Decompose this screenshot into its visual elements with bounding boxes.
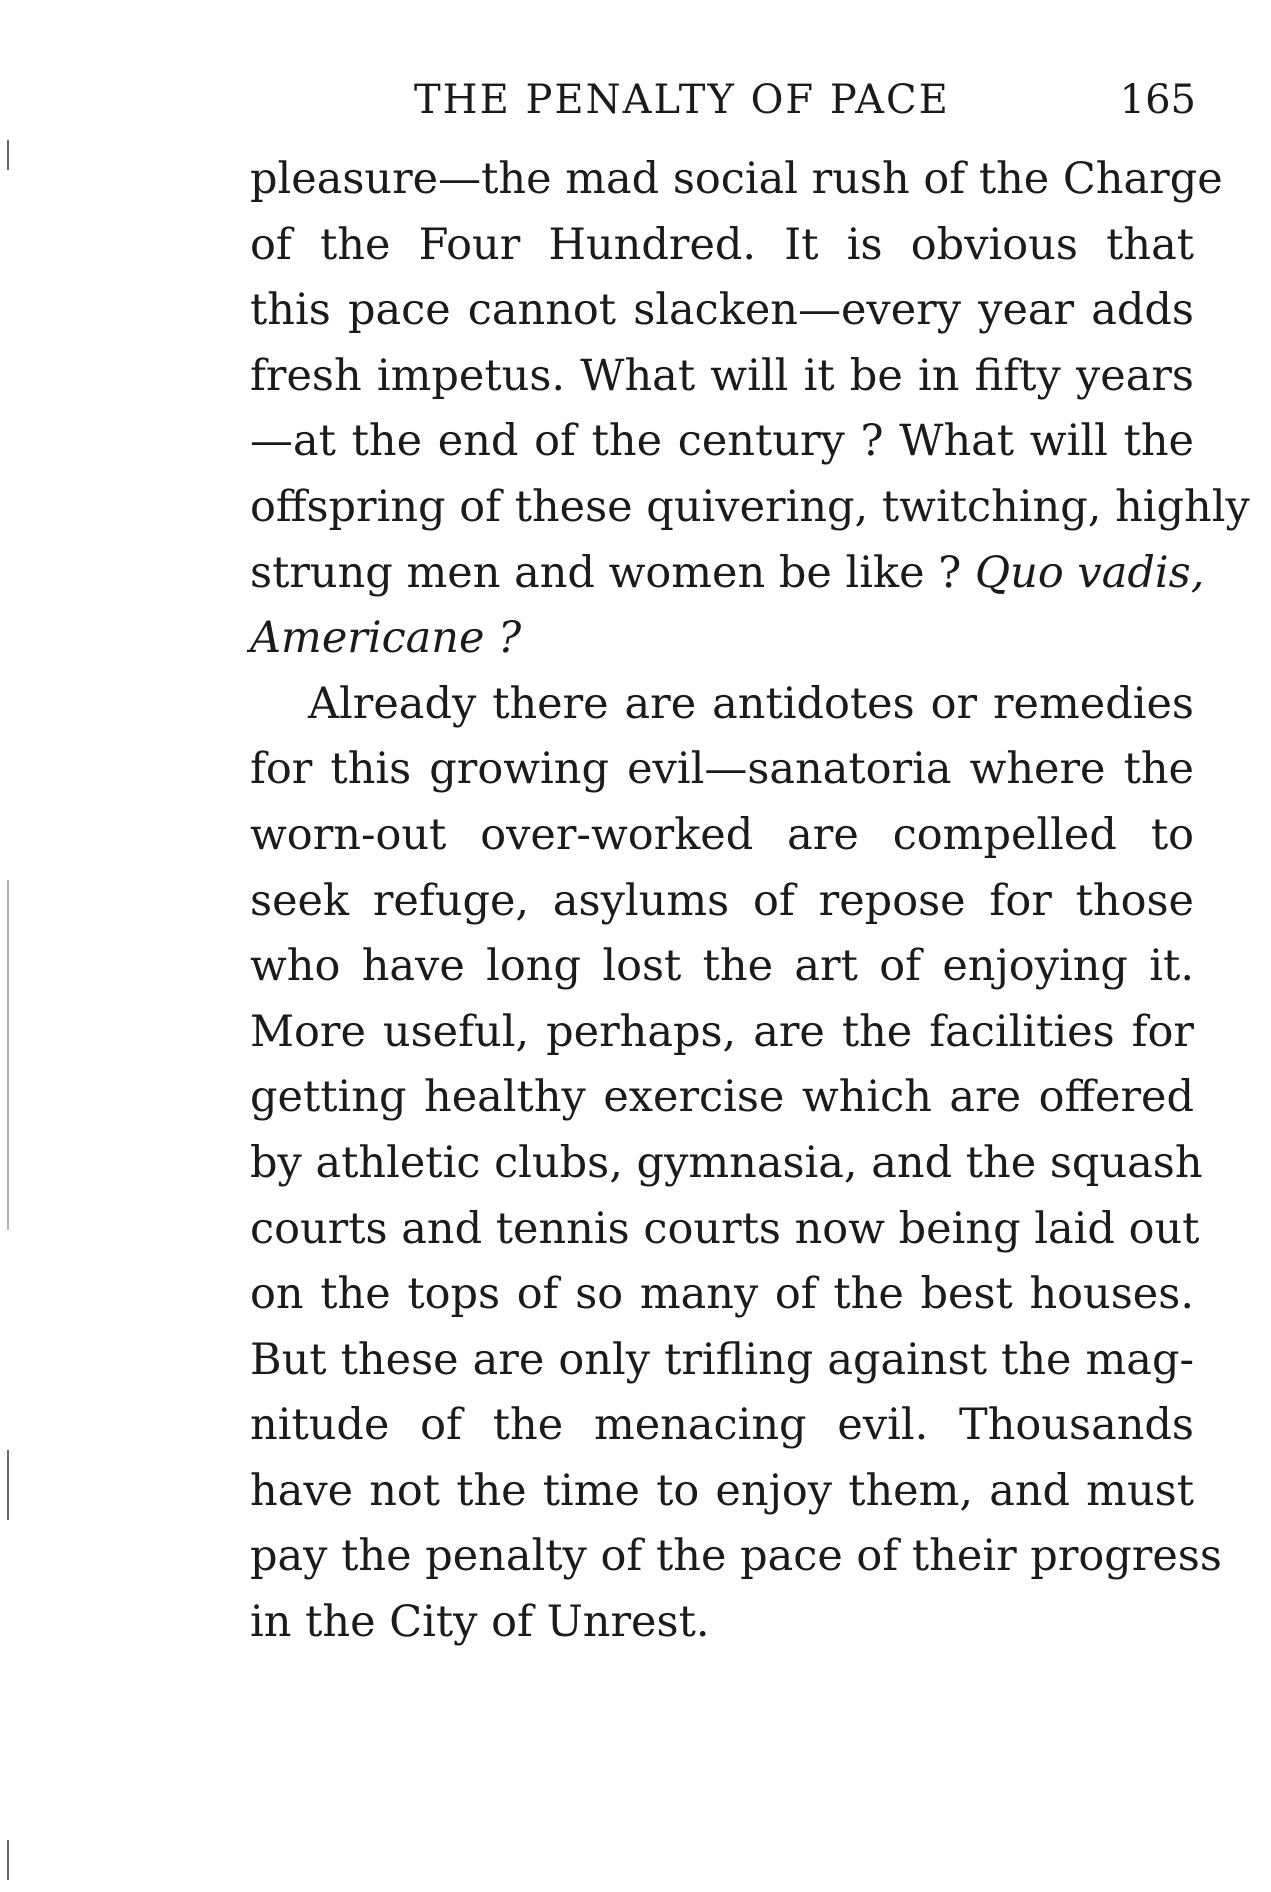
text-line: offspring of these quivering, twitching, highly (250, 481, 1250, 532)
text-line: More useful, perhaps, are the facilities for (250, 1006, 1194, 1057)
text-line: pay the penalty of the pace of their progress (250, 1531, 1222, 1582)
latin-phrase-continued: Americane ? (250, 613, 522, 664)
text-line: this pace cannot slacken—every year adds (250, 285, 1194, 336)
text-line: in the City of Unrest. (250, 1597, 710, 1648)
text-line: But these are only trifling against the mag- (250, 1334, 1194, 1385)
page-number: 165 (1119, 77, 1196, 123)
text-line: seek refuge, asylums of repose for those (250, 875, 1194, 926)
text-line: have not the time to enjoy them, and must (250, 1465, 1194, 1516)
text-line: getting healthy exercise which are offered (250, 1072, 1194, 1123)
text-line: of the Four Hundred. It is obvious that (250, 219, 1194, 270)
text-line: on the tops of so many of the best houses. (250, 1269, 1194, 1320)
margin-scan-mark (7, 140, 9, 170)
margin-scan-mark (7, 1450, 9, 1520)
margin-scan-mark (7, 880, 9, 1230)
running-head (246, 70, 1196, 130)
body-text (250, 147, 1250, 1656)
text-line: who have long lost the art of enjoying it. (250, 941, 1194, 992)
margin-scan-mark (7, 1840, 9, 1880)
latin-phrase: Quo vadis, (974, 547, 1205, 598)
text-line: nitude of the menacing evil. Thousands (250, 1400, 1194, 1451)
text-line: by athletic clubs, gymnasia, and the squash (250, 1137, 1203, 1188)
text-line: courts and tennis courts now being laid out (250, 1203, 1200, 1254)
running-title: THE PENALTY OF PACE (414, 77, 950, 123)
text-line-roman: strung men and women be like ? (250, 547, 962, 598)
text-line: for this growing evil—sanatoria where the (250, 744, 1194, 795)
text-line (250, 541, 1205, 607)
text-line: —at the end of the century ? What will the (250, 416, 1194, 467)
text-line: fresh impetus. What will it be in fifty years (250, 350, 1194, 401)
paragraph-start-line: Already there are antidotes or remedies (308, 678, 1194, 729)
text-line: worn-out over-worked are compelled to (250, 809, 1194, 860)
text-line: pleasure—the mad social rush of the Charge (250, 154, 1223, 204)
